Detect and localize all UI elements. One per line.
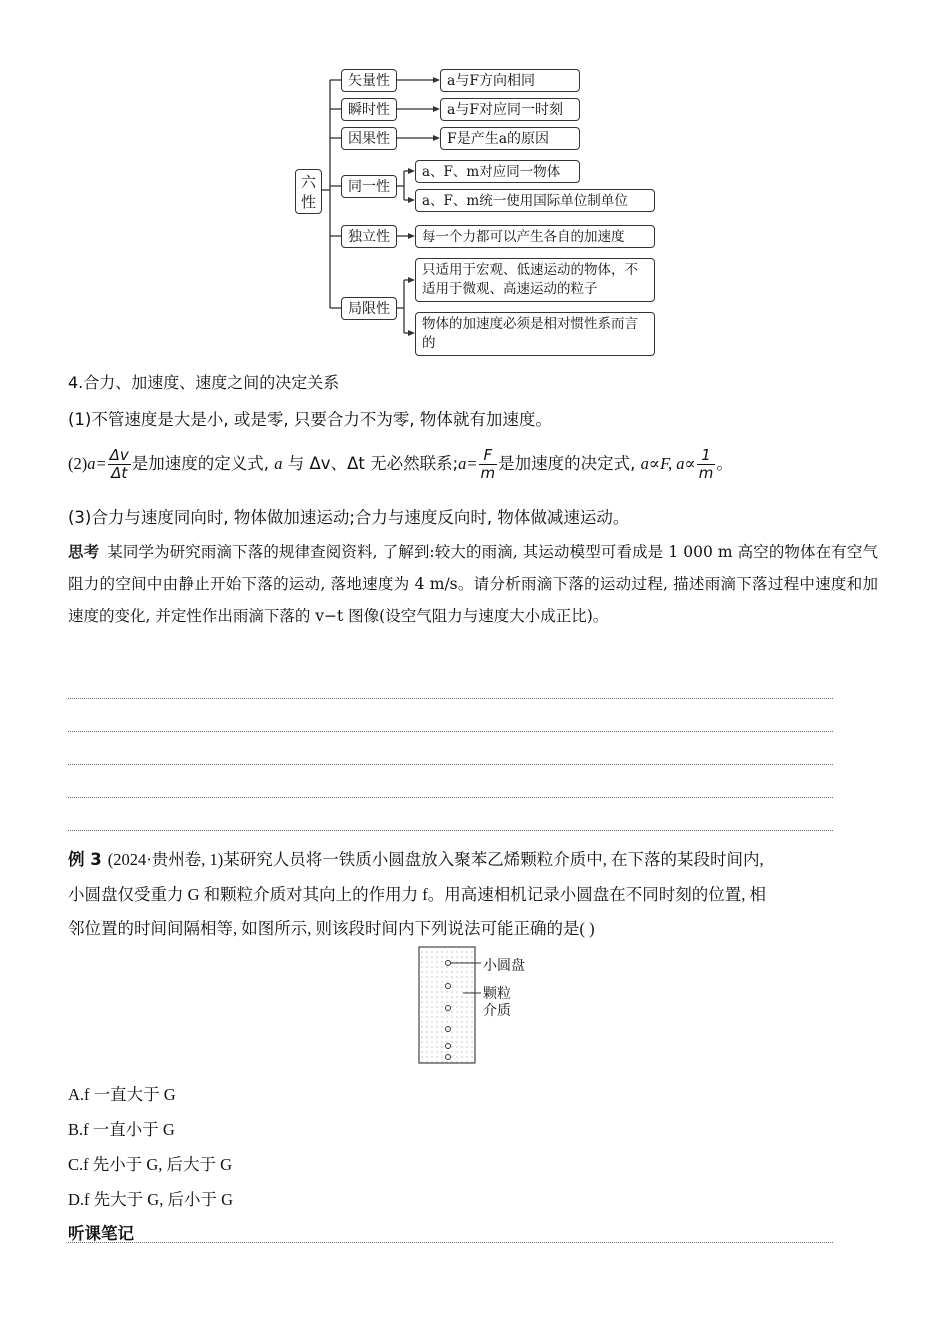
- option-d[interactable]: D.f 先大于 G, 后小于 G: [68, 1190, 233, 1209]
- disk-position: [446, 1027, 451, 1032]
- mindmap-item-independence: 独立性: [341, 225, 397, 248]
- figure-label-medium-2: 介质: [483, 1003, 511, 1019]
- mindmap-desc-vector: a与F方向相同: [440, 69, 580, 92]
- p2-a-eq: a=: [87, 454, 107, 473]
- p2-end: 。: [716, 454, 733, 473]
- figure-label-medium-1: 颗粒: [483, 986, 511, 1002]
- example-text-1: (2024·贵州卷, 1)某研究人员将一铁质小圆盘放入聚苯乙烯颗粒介质中, 在下落的某段时间内,: [107, 850, 764, 869]
- mindmap-item-instant: 瞬时性: [341, 98, 397, 121]
- mindmap-item-limitation: 局限性: [341, 297, 397, 320]
- section-title: 4.合力、加速度、速度之间的决定关系: [68, 373, 340, 392]
- frac-denominator: Δt: [111, 464, 128, 482]
- fraction-f-over-m: [479, 447, 498, 482]
- mindmap-item-causal: 因果性: [341, 127, 397, 150]
- option-b[interactable]: B.f 一直小于 G: [68, 1120, 175, 1139]
- notes-title: 听课笔记: [68, 1224, 134, 1243]
- disk-position: [446, 984, 451, 989]
- p2-a: a: [274, 454, 283, 473]
- fraction-delta-v-over-delta-t: [108, 447, 131, 482]
- answer-line[interactable]: [68, 797, 833, 798]
- mindmap-item-identity: 同一性: [341, 175, 397, 198]
- example-line-3: 邻位置的时间间隔相等, 如图所示, 则该段时间内下列说法可能正确的是( ): [68, 919, 595, 938]
- mindmap-desc-causal: F是产生a的原因: [440, 127, 580, 150]
- mindmap-desc-limitation-2: 物体的加速度必须是相对惯性系而言的: [415, 312, 655, 356]
- p2-text-1: 是加速度的定义式,: [131, 454, 275, 473]
- example-label: 例 3: [68, 850, 102, 869]
- mindmap-item-vector: 矢量性: [341, 69, 397, 92]
- think-paragraph: [68, 536, 878, 632]
- answer-line[interactable]: [68, 764, 833, 765]
- disk-position: [446, 1006, 451, 1011]
- disk-position: [446, 1044, 451, 1049]
- think-text: 某同学为研究雨滴下落的规律查阅资料, 了解到:较大的雨滴, 其运动模型可看成是 1 000 m 高空的物体在有空气阻力的空间中由静止开始下落的运动, 落地速度为 4 m/s。请分析雨滴下落的运动过程, 描述雨滴下落过程中速度和加速度的变化, 并定性作出雨滴下落的 v−t 图像(设空气阻力与速度大小成正比)。: [68, 543, 878, 625]
- paragraph-2: [68, 442, 733, 486]
- p2-text-3: 是加速度的决定式,: [498, 454, 641, 473]
- mindmap-desc-independence: 每一个力都可以产生各自的加速度: [415, 225, 655, 248]
- answer-line[interactable]: [68, 830, 833, 831]
- medium-diagram: [415, 945, 545, 1067]
- example-line-2: 小圆盘仅受重力 G 和颗粒介质对其向上的作用力 f。用高速相机记录小圆盘在不同时刻的位置, 相: [68, 885, 767, 904]
- paragraph-3: (3)合力与速度同向时, 物体做加速运动;合力与速度反向时, 物体做减速运动。: [68, 508, 630, 527]
- frac-denominator: m: [480, 464, 496, 482]
- frac-numerator: F: [479, 447, 498, 465]
- p2-proportional: a∝F, a∝: [640, 454, 696, 473]
- option-c[interactable]: C.f 先小于 G, 后大于 G: [68, 1155, 233, 1174]
- mindmap-desc-identity-1: a、F、m对应同一物体: [415, 160, 580, 183]
- notes-line[interactable]: [68, 1242, 833, 1243]
- answer-line[interactable]: [68, 731, 833, 732]
- answer-line[interactable]: [68, 698, 833, 699]
- paragraph-1: (1)不管速度是大是小, 或是零, 只要合力不为零, 物体就有加速度。: [68, 410, 552, 429]
- option-a[interactable]: A.f 一直大于 G: [68, 1085, 176, 1104]
- frac-numerator: 1: [697, 447, 716, 465]
- mindmap-root: 六性: [295, 169, 322, 214]
- disk-position: [446, 1055, 451, 1060]
- frac-numerator: Δv: [109, 446, 129, 464]
- p2-prefix: (2): [68, 454, 88, 473]
- p2-text-2: 与 Δv、Δt 无必然联系;: [282, 454, 459, 473]
- mindmap-desc-limitation-1: 只适用于宏观、低速运动的物体，不适用于微观、高速运动的粒子: [415, 258, 655, 302]
- think-label: 思考: [68, 543, 100, 561]
- fraction-one-over-m: [697, 447, 716, 482]
- frac-denominator: m: [698, 464, 714, 482]
- example-line-1: [68, 846, 764, 870]
- figure-label-disk: 小圆盘: [483, 958, 525, 974]
- p2-a-eq-2: a=: [458, 454, 478, 473]
- disk-position: [446, 961, 451, 966]
- mindmap-desc-identity-2: a、F、m统一使用国际单位制单位: [415, 189, 655, 212]
- mindmap-desc-instant: a与F对应同一时刻: [440, 98, 580, 121]
